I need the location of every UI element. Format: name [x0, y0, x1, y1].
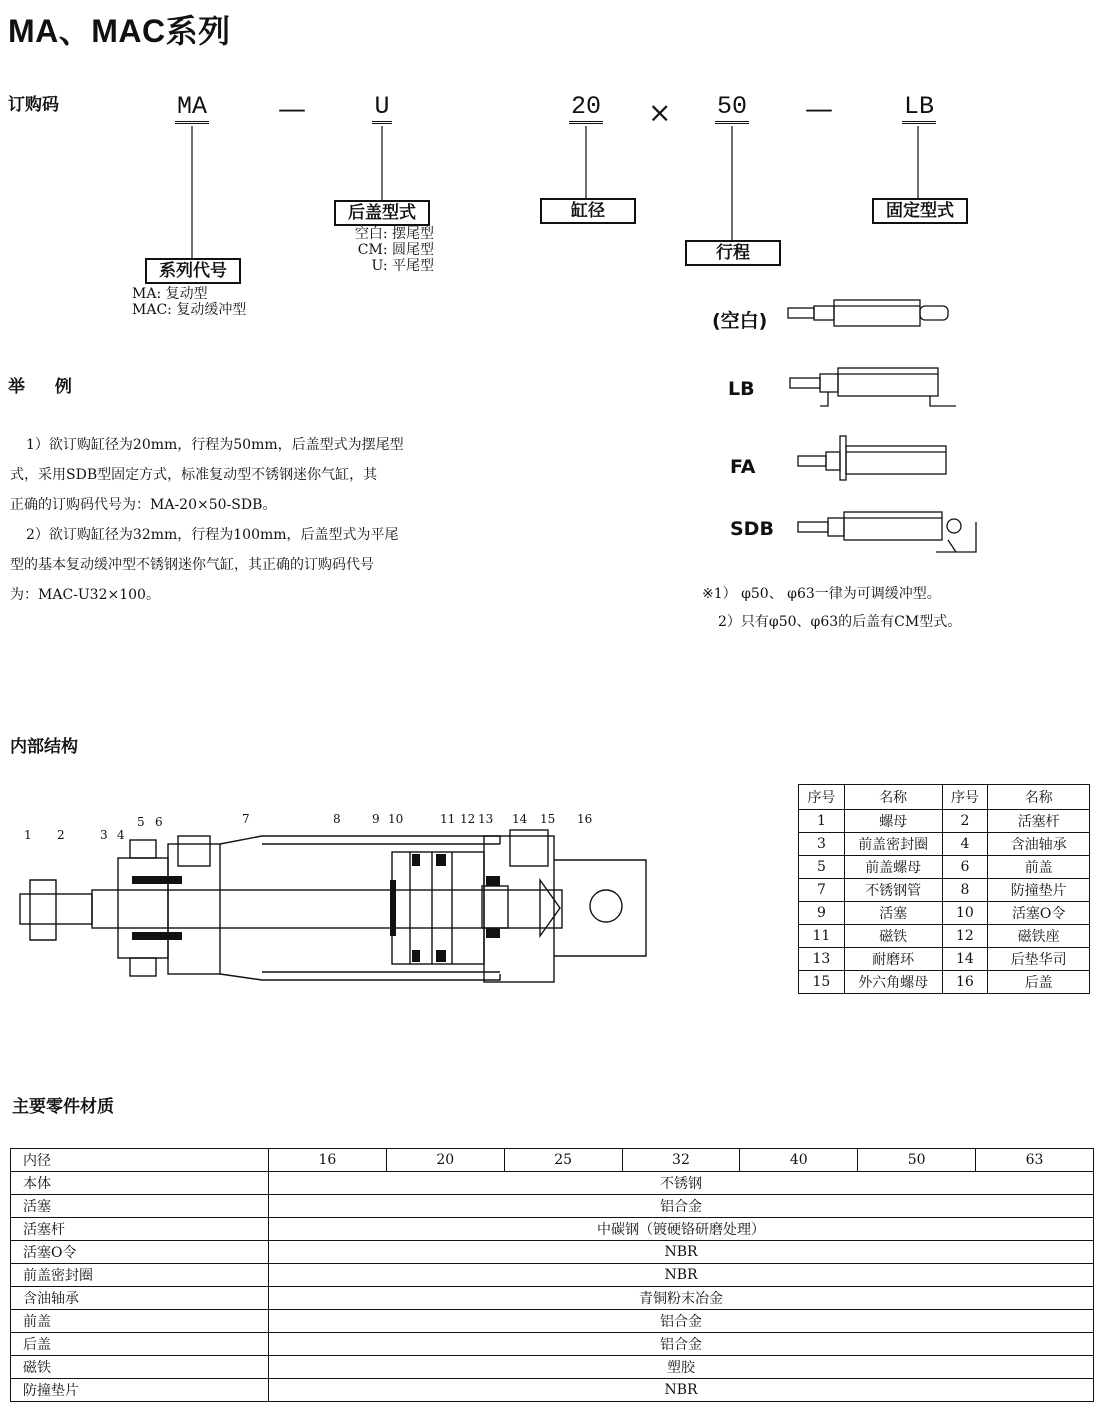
code-sep-1: — — [278, 92, 306, 125]
series-label: 系列代号 — [145, 258, 241, 284]
mount-type-blank: (空白) — [712, 310, 768, 332]
mount-label: 固定型式 — [872, 198, 968, 224]
callout-12: 12 — [460, 812, 476, 826]
table-row: 15 外六角螺母 16 后盖 — [799, 971, 1090, 994]
notes: ※1） φ50、 φ63一律为可调缓冲型。 2）只有φ50、φ63的后盖有CM型式。 — [702, 586, 962, 630]
table-row: 7 不锈钢管 8 防撞垫片 — [799, 879, 1090, 902]
order-code-heading: 订购码 — [8, 95, 59, 115]
internal-structure-heading: 内部结构 — [10, 737, 78, 757]
table-row: 磁铁 塑胶 — [11, 1356, 1094, 1379]
table-row: 3 前盖密封圈 4 含油轴承 — [799, 833, 1090, 856]
rear-cover-options: 空白: 摆尾型 CM: 圆尾型 U: 平尾型 — [354, 226, 434, 274]
callout-7: 7 — [242, 812, 250, 826]
table-row: 9 活塞 10 活塞O令 — [799, 902, 1090, 925]
table-row: 活塞杆 中碳钢（镀硬铬研磨处理） — [11, 1218, 1094, 1241]
header-name: 名称 — [844, 785, 942, 810]
table-row: 前盖密封圈 NBR — [11, 1264, 1094, 1287]
stroke-label: 行程 — [685, 240, 781, 266]
table-row: 后盖 铝合金 — [11, 1333, 1094, 1356]
code-sep-2: × — [648, 96, 672, 129]
callout-5: 5 — [137, 815, 145, 829]
table-row: 5 前盖螺母 6 前盖 — [799, 856, 1090, 879]
callout-16: 16 — [577, 812, 593, 826]
example-text: 1）欲订购缸径为20mm，行程为50mm，后盖型式为摆尾型 式，采用SDB型固定方式，标准复动型不锈钢迷你气缸，其 正确的订购码代号为：MA-20×50-SDB。 2）欲订购缸径为32mm，行程为100mm，后盖型式为平尾 型的基本复动缓冲型不锈钢迷你气缸，其正确的订购码代号 为：MAC-U32×100。 — [10, 437, 404, 603]
bore-header: 内径 — [11, 1149, 269, 1172]
example-heading: 举 例 — [8, 377, 84, 397]
callout-6: 6 — [155, 815, 163, 829]
bore-label: 缸径 — [540, 198, 636, 224]
callout-10: 10 — [388, 812, 404, 826]
table-row: 1 螺母 2 活塞杆 — [799, 810, 1090, 833]
callout-8: 8 — [333, 812, 341, 826]
materials-table — [10, 1148, 1094, 1402]
table-row: 13 耐磨环 14 后垫华司 — [799, 948, 1090, 971]
table-row: 活塞O令 NBR — [11, 1241, 1094, 1264]
header-no: 序号 — [799, 785, 845, 810]
callout-11: 11 — [440, 812, 456, 826]
mount-type-sdb: SDB — [730, 518, 774, 540]
callout-14: 14 — [512, 812, 528, 826]
mount-type-lb: LB — [728, 378, 755, 400]
materials-heading: 主要零件材质 — [12, 1097, 114, 1117]
code-bore: 20 — [560, 92, 612, 124]
page-title: MA、MAC系列 — [8, 13, 231, 49]
callout-15: 15 — [540, 812, 556, 826]
table-row: 11 磁铁 12 磁铁座 — [799, 925, 1090, 948]
mount-type-fa: FA — [730, 456, 756, 478]
code-stroke: 50 — [706, 92, 758, 124]
table-row: 防撞垫片 NBR — [11, 1379, 1094, 1402]
header-name-2: 名称 — [988, 785, 1090, 810]
code-rear-cover: U — [358, 92, 406, 124]
table-row: 本体 不锈钢 — [11, 1172, 1094, 1195]
code-mount: LB — [892, 92, 946, 124]
callout-3: 3 — [100, 828, 108, 842]
code-sep-3: — — [805, 92, 833, 125]
table-row: 活塞 铝合金 — [11, 1195, 1094, 1218]
callout-2: 2 — [57, 828, 65, 842]
code-series: MA — [168, 92, 216, 124]
table-row: 前盖 铝合金 — [11, 1310, 1094, 1333]
parts-table — [798, 784, 1090, 994]
parts-table-header — [799, 785, 1090, 810]
materials-header-row: 内径 16 20 25 32 40 50 63 — [11, 1149, 1094, 1172]
callout-9: 9 — [372, 812, 380, 826]
table-row: 含油轴承 青铜粉末冶金 — [11, 1287, 1094, 1310]
callout-4: 4 — [117, 828, 125, 842]
callout-1: 1 — [24, 828, 32, 842]
series-options: MA: 复动型 MAC: 复动缓冲型 — [132, 286, 247, 318]
callout-13: 13 — [478, 812, 494, 826]
header-no-2: 序号 — [942, 785, 988, 810]
rear-cover-label: 后盖型式 — [334, 200, 430, 226]
mount-cylinder-drawings — [780, 290, 980, 570]
